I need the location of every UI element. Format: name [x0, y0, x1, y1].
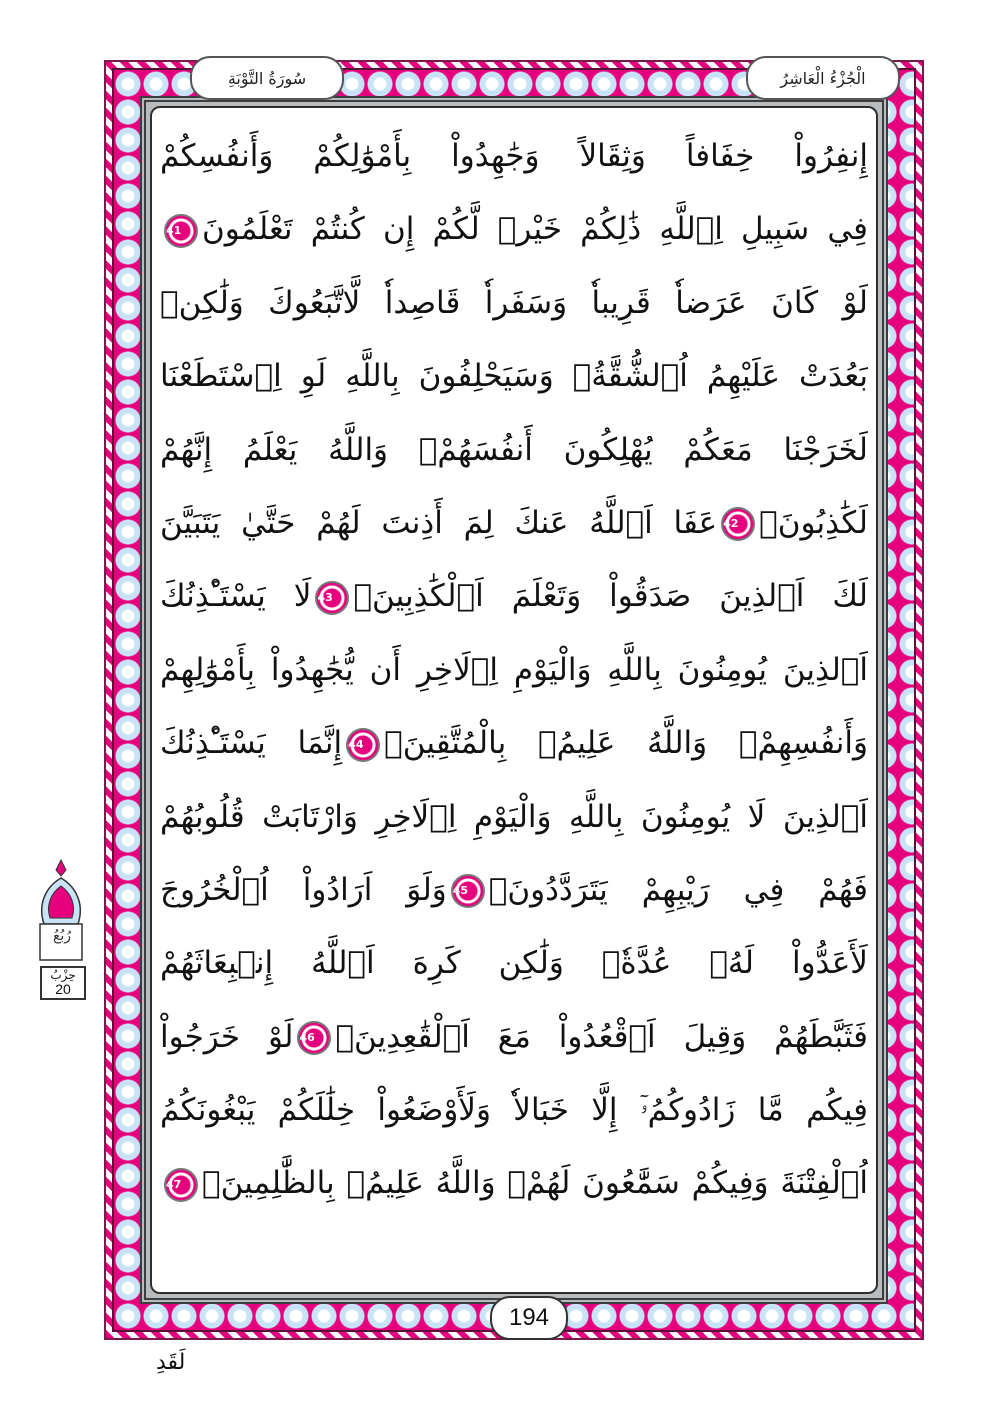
- text-line: [160, 634, 868, 707]
- ayah-number-marker: 47: [164, 1168, 198, 1202]
- text-line: [160, 1147, 868, 1220]
- hizb-box: [40, 966, 86, 1000]
- hizb-number: 20: [55, 981, 71, 997]
- verse-text: فَهُمْ فِي رَيْبِهِمْ يَتَرَدَّدُونَۖ: [488, 871, 868, 908]
- text-line: [160, 560, 868, 633]
- text-line: [160, 414, 868, 487]
- verse-text: لَا يَسْتَـْٔذِنُكَ: [160, 578, 312, 615]
- verse-text: اَ۬لذِينَ لَا يُومِنُونَ بِاللَّهِ وَالْيَوْمِ اِ۬لَاخِرِ وَارْتَابَتْ قُلُوبُهُمْ: [160, 798, 868, 835]
- verse-text: وَلَوَ اَرَادُواْ اُ۬لْخُرُوجَ: [160, 871, 447, 908]
- ayah-number-marker: 46: [297, 1021, 331, 1055]
- verse-text: إِنَّمَا يَسْتَـْٔذِنُكَ: [160, 725, 343, 762]
- verse-text: وَأَنفُسِهِمْۖ وَاللَّهُ عَلِيمُۢ بِالْمُتَّقِينَۖ: [384, 725, 868, 762]
- ayah-number-marker: 42: [721, 507, 755, 541]
- verse-text: لَكَٰذِبُونَۖ: [759, 504, 868, 541]
- ayah-number-marker: 45: [451, 874, 485, 908]
- page-number: 194: [490, 1296, 568, 1340]
- text-line: [160, 340, 868, 413]
- surah-name-label: سُورَةُ التَّوْبَةِ: [190, 56, 344, 100]
- quran-text: [160, 120, 868, 1221]
- verse-text: لَوْ كَانَ عَرَضاٗ قَرِيباٗ وَسَفَراٗ قَاصِداٗ لَّاتَّبَعُوكَ وَلَٰكِنۢ: [160, 284, 868, 321]
- catchword: لَقَدِ: [156, 1350, 186, 1375]
- text-line: [160, 487, 868, 560]
- verse-text: عَفَا اَ۬للَّهُ عَنكَ لِمَ أَذِنتَ لَهُمْ حَتَّيٰ يَتَبَيَّنَ: [160, 504, 718, 541]
- ayah-number-marker: 41: [164, 214, 198, 248]
- verse-text: فِيكُم مَّا زَادُوكُمُۥٓ إِلَّا خَبَالاٗ وَلَأَوْضَعُواْ خِلَٰلَكُمْ يَبْغُونَكُمُ: [160, 1092, 868, 1129]
- verse-text: بَعُدَتْ عَلَيْهِمُ اُ۬لشُّقَّةُۖ وَسَيَحْلِفُونَ بِاللَّهِ لَوِ اِ۪سْتَطَعْنَا: [160, 358, 868, 395]
- text-line: [160, 267, 868, 340]
- rub-label: رُبُعُ: [52, 928, 72, 944]
- text-line: [160, 1001, 868, 1074]
- verse-text: إِنفِرُواْ خِفَافاً وَثِقَالاً وَجَٰهِدُواْ بِأَمْوَٰلِكُمْ وَأَنفُسِكُمْ: [160, 138, 868, 174]
- text-line: [160, 193, 868, 266]
- ayah-number-marker: 44: [346, 728, 380, 762]
- verse-text: اُ۬لْفِتْنَةَ وَفِيكُمْ سَمَّٰعُونَ لَهُمْۖ وَاللَّهُ عَلِيمُۢ بِالظَّٰلِمِينَۖ: [202, 1165, 868, 1202]
- verse-text: لَأَعَدُّواْ لَهُۥ عُدَّةٗۖ وَلَٰكِن كَرِهَ اَ۬للَّهُ إِنۢبِعَاثَهُمْ: [160, 945, 868, 982]
- verse-text: فَثَبَّطَهُمْ وَقِيلَ اَ۟قْعُدُواْ مَعَ اَ۬لْقَٰعِدِينَۖ: [335, 1018, 868, 1055]
- text-line: [160, 781, 868, 854]
- text-line: [160, 927, 868, 1000]
- text-line: [160, 707, 868, 780]
- text-line: [160, 120, 868, 193]
- verse-text: لَخَرَجْنَا مَعَكُمْ يُهْلِكُونَ أَنفُسَهُمْۖ وَاللَّهُ يَعْلَمُ إِنَّهُمْ: [160, 431, 868, 468]
- text-line: [160, 854, 868, 927]
- juz-label: الْجُزْءُ الْعَاشِرُ: [746, 56, 900, 100]
- verse-text: اَ۬لذِينَ يُومِنُونَ بِاللَّهِ وَالْيَوْمِ اِ۬لَاخِرِ أَن يُّجَٰهِدُواْ بِأَمْوَٰلِهِمْ: [160, 651, 868, 688]
- verse-text: لَكَ اَ۬لذِينَ صَدَقُواْ وَتَعْلَمَ اَ۬لْكَٰذِبِينَۖ: [353, 578, 868, 615]
- text-line: [160, 1074, 868, 1147]
- verse-text: لَوْ خَرَجُواْ: [160, 1018, 294, 1055]
- ayah-number-marker: 43: [315, 581, 349, 615]
- verse-text: فِي سَبِيلِ اِ۬للَّهِ ذَٰلِكُمْ خَيْرٞ لَّكُمْ إِن كُنتُمْ تَعْلَمُونَ: [202, 211, 868, 248]
- hizb-label: حِزْبُ: [50, 968, 76, 982]
